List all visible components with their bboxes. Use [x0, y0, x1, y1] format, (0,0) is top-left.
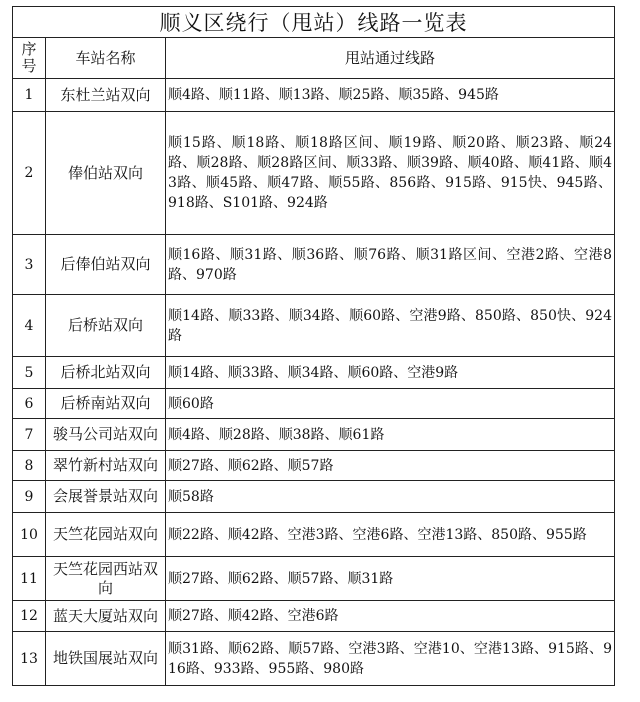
- row-index: 1: [13, 79, 46, 112]
- row-index: 9: [13, 481, 46, 513]
- table-row: [13, 112, 615, 235]
- table-row: [13, 632, 615, 686]
- row-routes: 顺14路、顺33路、顺34路、顺60路、空港9路、850路、850快、924路: [166, 295, 615, 357]
- row-routes: 顺16路、顺31路、顺36路、顺76路、顺31路区间、空港2路、空港8路、970路: [166, 235, 615, 295]
- table-row: [13, 557, 615, 601]
- row-station: 后桥南站双向: [46, 389, 166, 419]
- row-index: 6: [13, 389, 46, 419]
- row-index: 3: [13, 235, 46, 295]
- row-routes: 顺27路、顺62路、顺57路: [166, 451, 615, 481]
- row-index: 7: [13, 419, 46, 451]
- row-index: 2: [13, 112, 46, 235]
- table-row: [13, 235, 615, 295]
- row-station: 翠竹新村站双向: [46, 451, 166, 481]
- title-row: [13, 7, 615, 38]
- row-station: 俸伯站双向: [46, 112, 166, 235]
- table-row: [13, 357, 615, 389]
- row-routes: 顺15路、顺18路、顺18路区间、顺19路、顺20路、顺23路、顺24路、顺28路、顺28路区间、顺33路、顺39路、顺40路、顺41路、顺43路、顺45路、顺47路、顺55路、856路、915路、915快、945路、918路、S101路、924路: [166, 112, 615, 235]
- row-index: 5: [13, 357, 46, 389]
- table-row: [13, 295, 615, 357]
- row-routes: 顺58路: [166, 481, 615, 513]
- table-row: [13, 451, 615, 481]
- header-index: 序号: [13, 38, 46, 79]
- table-row: [13, 513, 615, 557]
- row-index: 12: [13, 601, 46, 632]
- row-station: 骏马公司站双向: [46, 419, 166, 451]
- row-routes: 顺31路、顺62路、顺57路、空港3路、空港10、空港13路、915路、916路、933路、955路、980路: [166, 632, 615, 686]
- table-title: 顺义区绕行（甩站）线路一览表: [13, 7, 615, 38]
- row-index: 4: [13, 295, 46, 357]
- row-index: 11: [13, 557, 46, 601]
- header-routes: 甩站通过线路: [166, 38, 615, 79]
- row-station: 东杜兰站双向: [46, 79, 166, 112]
- row-routes: 顺4路、顺28路、顺38路、顺61路: [166, 419, 615, 451]
- row-station: 后俸伯站双向: [46, 235, 166, 295]
- row-routes: 顺27路、顺62路、顺57路、顺31路: [166, 557, 615, 601]
- row-station: 后桥站双向: [46, 295, 166, 357]
- row-routes: 顺27路、顺42路、空港6路: [166, 601, 615, 632]
- row-routes: 顺60路: [166, 389, 615, 419]
- row-station: 蓝天大厦站双向: [46, 601, 166, 632]
- table-row: [13, 389, 615, 419]
- row-index: 13: [13, 632, 46, 686]
- row-station: 天竺花园站双向: [46, 513, 166, 557]
- row-station: 会展誉景站双向: [46, 481, 166, 513]
- route-table: [12, 6, 615, 686]
- header-station: 车站名称: [46, 38, 166, 79]
- row-station: 地铁国展站双向: [46, 632, 166, 686]
- route-table-document: [12, 6, 614, 686]
- row-station: 天竺花园西站双向: [46, 557, 166, 601]
- row-routes: 顺14路、顺33路、顺34路、顺60路、空港9路: [166, 357, 615, 389]
- table-row: [13, 481, 615, 513]
- table-row: [13, 419, 615, 451]
- header-row: [13, 38, 615, 79]
- row-routes: 顺22路、顺42路、空港3路、空港6路、空港13路、850路、955路: [166, 513, 615, 557]
- row-station: 后桥北站双向: [46, 357, 166, 389]
- table-row: [13, 601, 615, 632]
- row-index: 8: [13, 451, 46, 481]
- table-row: [13, 79, 615, 112]
- row-routes: 顺4路、顺11路、顺13路、顺25路、顺35路、945路: [166, 79, 615, 112]
- row-index: 10: [13, 513, 46, 557]
